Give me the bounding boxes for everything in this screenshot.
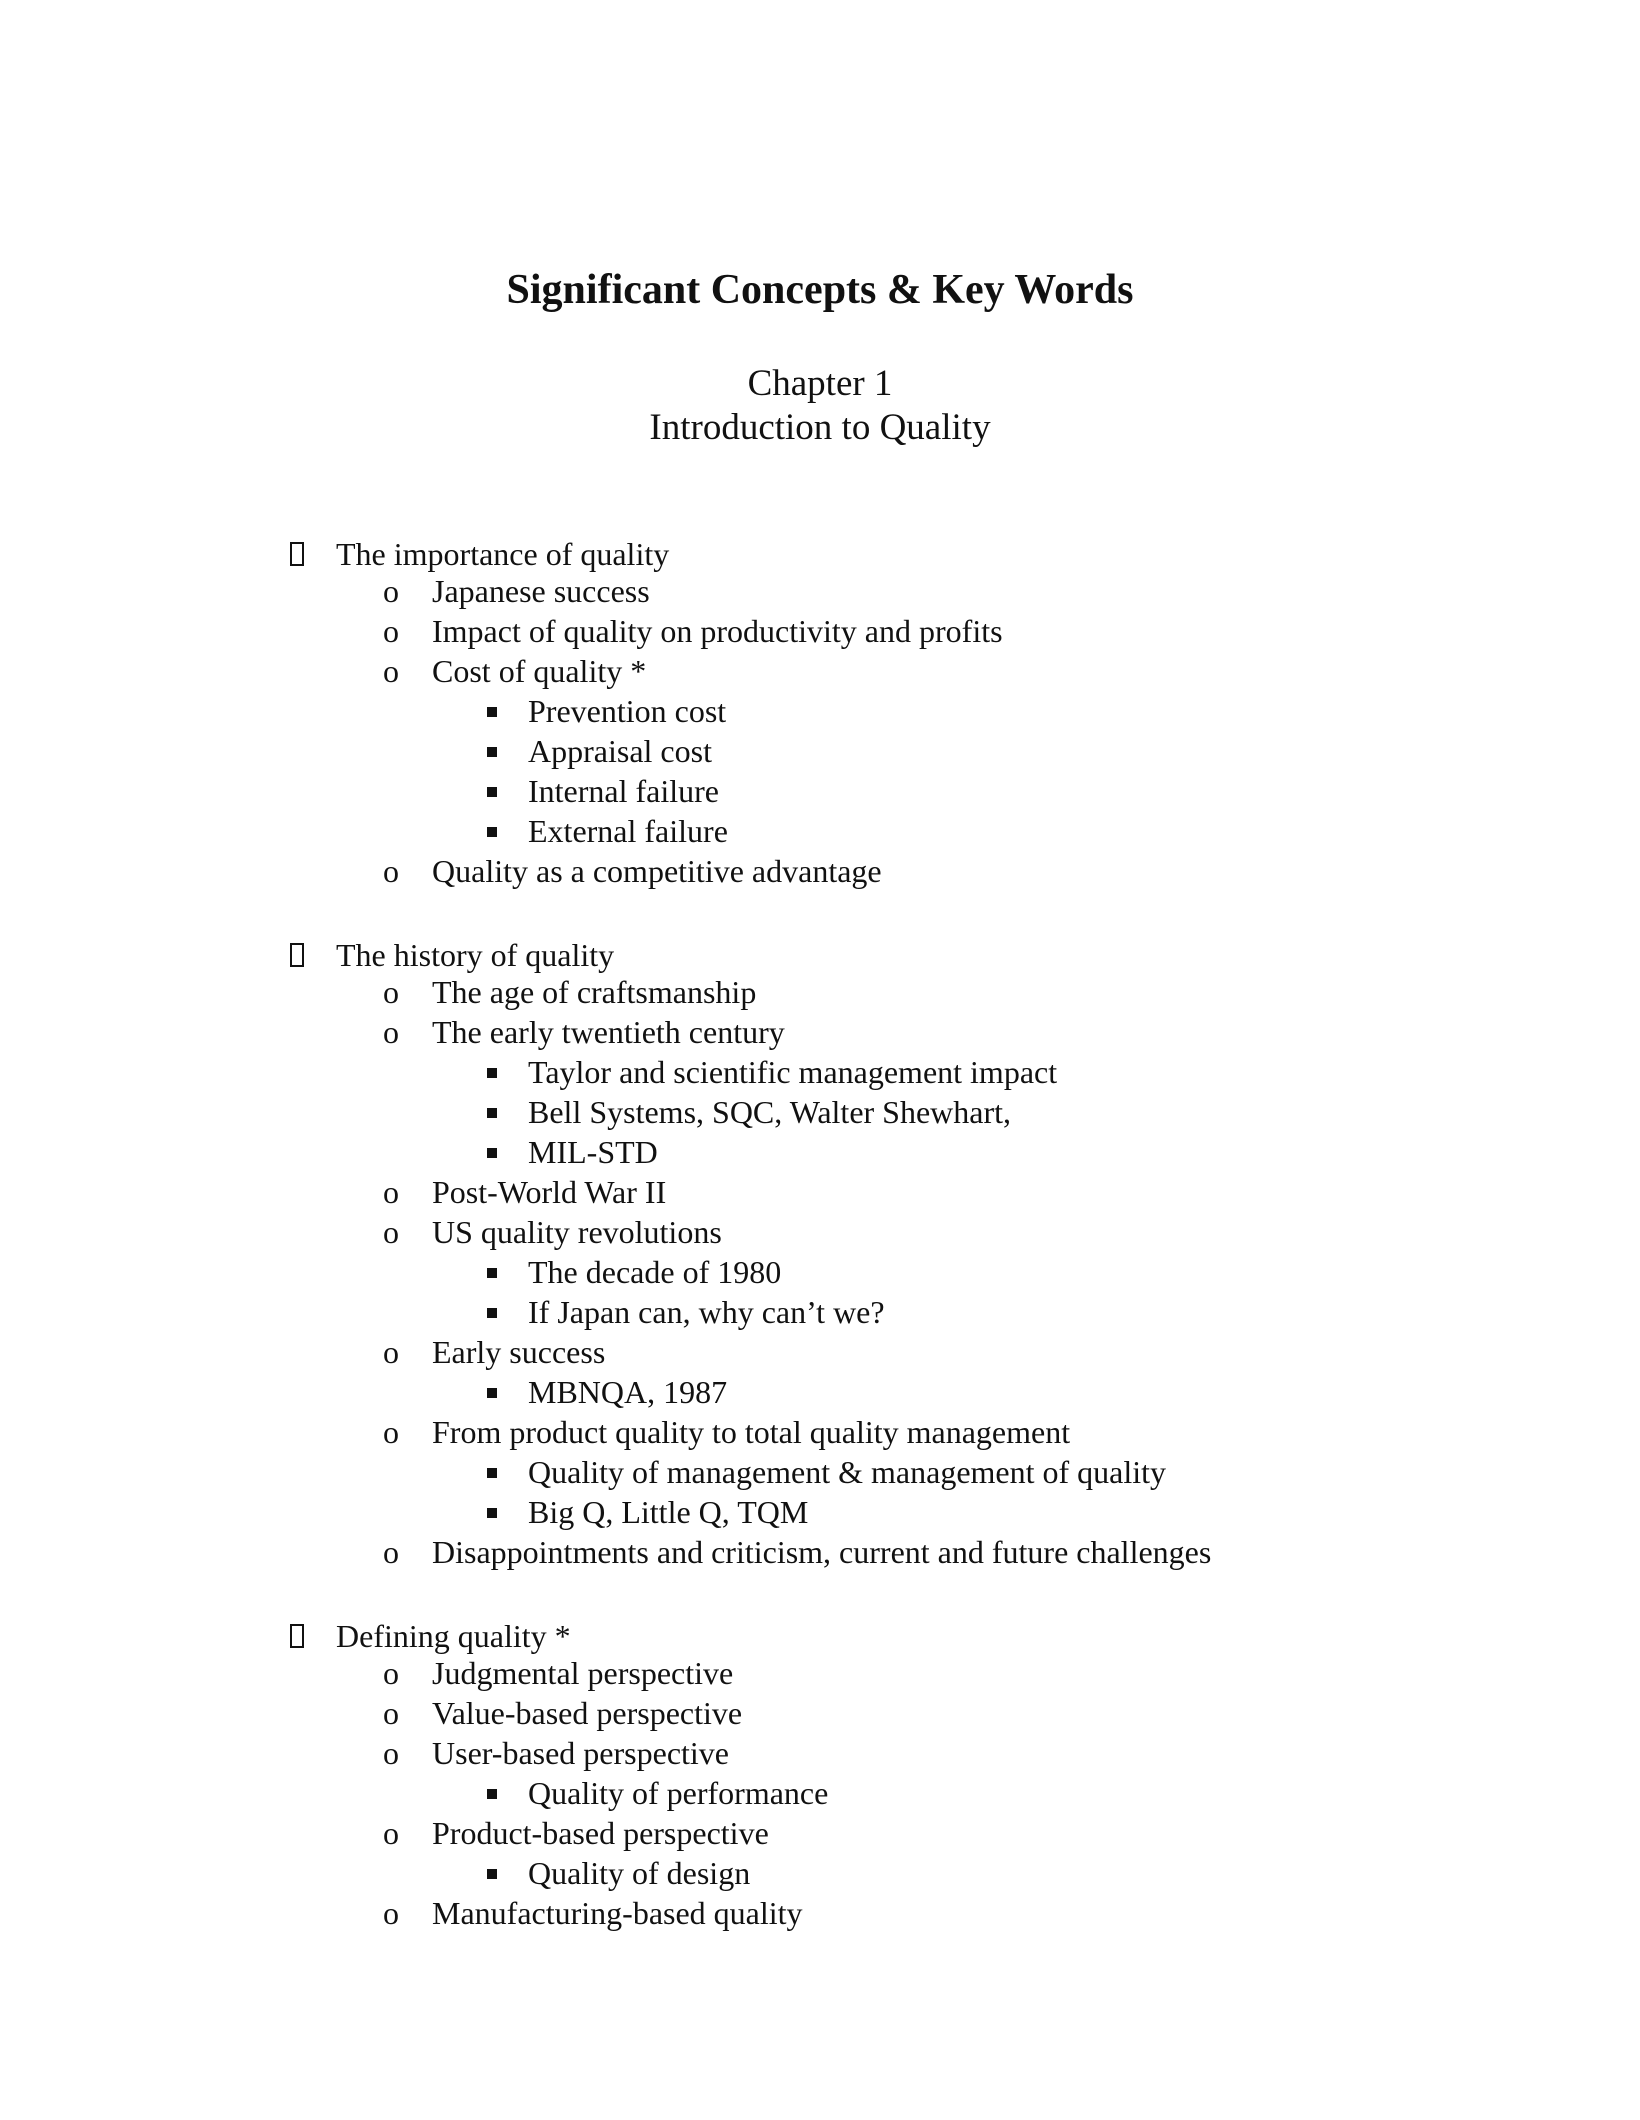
list-item-label: US quality revolutions (432, 1214, 722, 1250)
section-heading (336, 1616, 571, 1656)
sub-list-item (528, 691, 726, 731)
list-item-label: Manufacturing-based quality (432, 1895, 803, 1931)
filled-square-bullet-icon (487, 1468, 497, 1478)
list-item (383, 1532, 1212, 1572)
sub-list-item-label: Taylor and scientific management impact (528, 1054, 1058, 1090)
sub-list-item (528, 1492, 808, 1532)
sub-list-item (528, 1052, 1057, 1092)
list-item (383, 1412, 1071, 1452)
list-item-label: User-based perspective (432, 1735, 729, 1771)
filled-square-bullet-icon (487, 787, 497, 797)
list-item (383, 1212, 722, 1252)
list-item-label: The early twentieth century (432, 1014, 785, 1050)
sub-list-item-label: Internal failure (528, 773, 719, 809)
hollow-circle-bullet-icon: o (383, 1334, 399, 1370)
filled-square-bullet-icon (487, 827, 497, 837)
filled-square-bullet-icon (487, 1789, 497, 1799)
list-item-label: Japanese success (432, 573, 650, 609)
list-item-label: Judgmental perspective (432, 1655, 734, 1691)
sub-list-item-label: Quality of management & management of quality (528, 1454, 1167, 1490)
filled-square-bullet-icon (487, 1508, 497, 1518)
page-title: Significant Concepts & Key Words (506, 267, 1134, 313)
sub-list-item (528, 811, 728, 851)
hollow-circle-bullet-icon: o (383, 853, 399, 889)
list-item-label: Cost of quality * (432, 653, 647, 689)
hollow-circle-bullet-icon: o (383, 1014, 399, 1050)
sub-list-item-label: Appraisal cost (528, 733, 712, 769)
sub-list-item-label: Big Q, Little Q, TQM (528, 1494, 809, 1530)
list-item (383, 1893, 803, 1933)
filled-square-bullet-icon (487, 747, 497, 757)
sub-list-item (528, 1132, 658, 1172)
sub-list-item-label: Quality of performance (528, 1775, 829, 1811)
sub-list-item (528, 771, 719, 811)
sub-list-item-label: MBNQA, 1987 (528, 1374, 728, 1410)
sub-list-item (528, 731, 712, 771)
hollow-circle-bullet-icon: o (383, 1655, 399, 1691)
list-item-label: Product-based perspective (432, 1815, 769, 1851)
list-item (383, 1693, 743, 1733)
filled-square-bullet-icon (487, 1869, 497, 1879)
hollow-circle-bullet-icon: o (383, 1695, 399, 1731)
list-item (383, 1172, 667, 1212)
list-item (383, 851, 882, 891)
sub-list-item (528, 1092, 1011, 1132)
list-item-label: Value-based perspective (432, 1695, 743, 1731)
filled-square-bullet-icon (487, 1068, 497, 1078)
filled-square-bullet-icon (487, 1308, 497, 1318)
hollow-circle-bullet-icon: o (383, 1414, 399, 1450)
section-heading-label: The importance of quality (336, 536, 670, 572)
sub-list-item-label: Quality of design (528, 1855, 751, 1891)
list-item (383, 972, 757, 1012)
sub-list-item (528, 1853, 750, 1893)
list-item-label: Quality as a competitive advantage (432, 853, 882, 889)
hollow-circle-bullet-icon: o (383, 1735, 399, 1771)
section-heading (336, 534, 669, 574)
square-bullet-icon (290, 1624, 304, 1648)
section-heading-label: Defining quality * (336, 1618, 571, 1654)
list-item (383, 571, 650, 611)
sub-list-item (528, 1452, 1166, 1492)
list-item (383, 611, 1003, 651)
filled-square-bullet-icon (487, 1388, 497, 1398)
list-item (383, 1733, 729, 1773)
list-item-label: Post-World War II (432, 1174, 667, 1210)
sub-list-item (528, 1372, 727, 1412)
sub-list-item-label: The decade of 1980 (528, 1254, 782, 1290)
hollow-circle-bullet-icon: o (383, 1895, 399, 1931)
hollow-circle-bullet-icon: o (383, 1815, 399, 1851)
list-item-label: Disappointments and criticism, current and future challenges (432, 1534, 1212, 1570)
filled-square-bullet-icon (487, 1148, 497, 1158)
list-item (383, 1653, 734, 1693)
hollow-circle-bullet-icon: o (383, 573, 399, 609)
filled-square-bullet-icon (487, 707, 497, 717)
sub-list-item (528, 1292, 885, 1332)
list-item (383, 651, 647, 691)
list-item (383, 1012, 785, 1052)
sub-list-item-label: Prevention cost (528, 693, 727, 729)
list-item-label: Impact of quality on productivity and profits (432, 613, 1003, 649)
chapter-number: Chapter 1 (747, 363, 893, 404)
sub-list-item (528, 1252, 781, 1292)
sub-list-item-label: External failure (528, 813, 728, 849)
filled-square-bullet-icon (487, 1268, 497, 1278)
section-heading-label: The history of quality (336, 937, 615, 973)
hollow-circle-bullet-icon: o (383, 653, 399, 689)
sub-list-item-label: If Japan can, why can’t we? (528, 1294, 885, 1330)
filled-square-bullet-icon (487, 1108, 497, 1118)
sub-list-item-label: MIL-STD (528, 1134, 658, 1170)
hollow-circle-bullet-icon: o (383, 974, 399, 1010)
hollow-circle-bullet-icon: o (383, 613, 399, 649)
hollow-circle-bullet-icon: o (383, 1214, 399, 1250)
list-item-label: Early success (432, 1334, 606, 1370)
sub-list-item (528, 1773, 828, 1813)
square-bullet-icon (290, 542, 304, 566)
hollow-circle-bullet-icon: o (383, 1534, 399, 1570)
list-item-label: The age of craftsmanship (432, 974, 757, 1010)
sub-list-item-label: Bell Systems, SQC, Walter Shewhart, (528, 1094, 1012, 1130)
list-item-label: From product quality to total quality management (432, 1414, 1071, 1450)
square-bullet-icon (290, 943, 304, 967)
hollow-circle-bullet-icon: o (383, 1174, 399, 1210)
section-heading (336, 935, 614, 975)
chapter-name: Introduction to Quality (649, 407, 991, 448)
list-item (383, 1813, 769, 1853)
list-item (383, 1332, 606, 1372)
